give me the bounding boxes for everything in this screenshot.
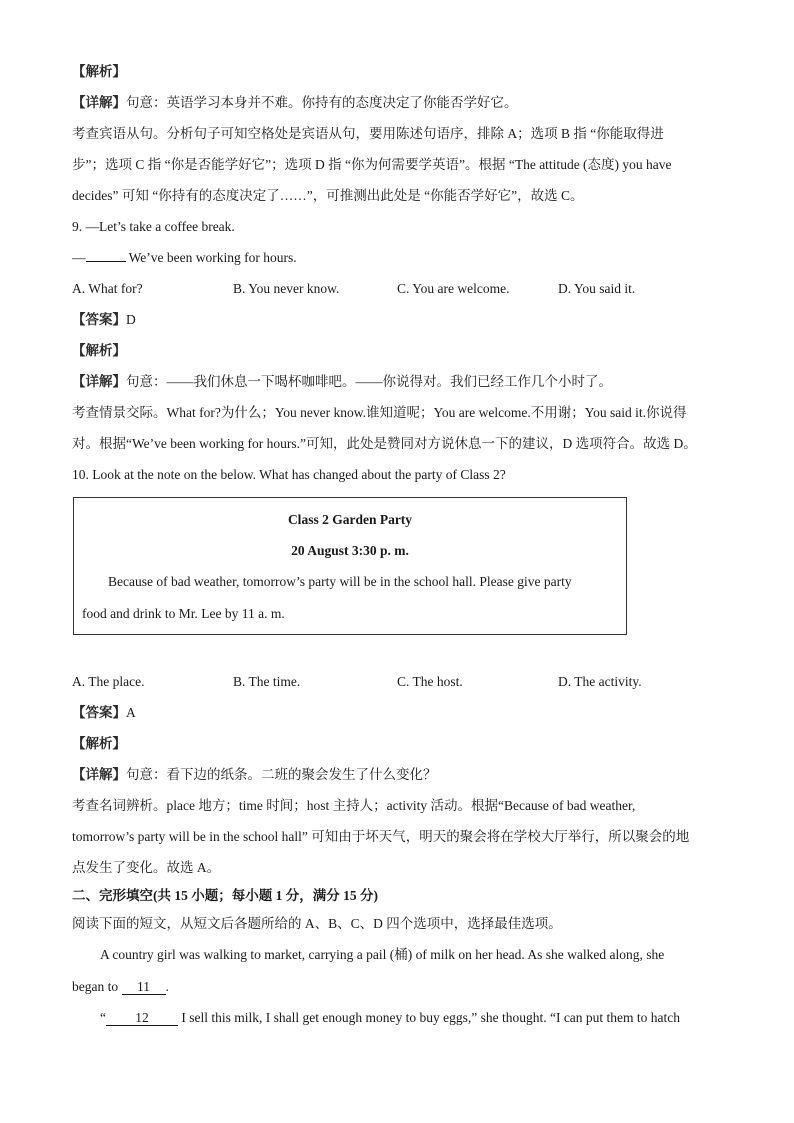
notice-date: 20 August 3:30 p. m. bbox=[291, 543, 409, 558]
analysis-text: 考查情景交际。What for?为什么；You never know.谁知道呢；You are welcome.不用谢；You said it.你说得 bbox=[72, 405, 687, 420]
option-d: D. You said it. bbox=[558, 281, 636, 296]
question-9-response: — We’ve been working for hours. bbox=[72, 250, 297, 265]
analysis-header: 【解析】 bbox=[72, 64, 126, 79]
answer-line: 【答案】D bbox=[72, 312, 136, 327]
analysis-text: 考查名词辨析。place 地方；time 时间；host 主持人；activity 活动。根据“Because of bad weather, bbox=[72, 798, 636, 813]
analysis-text: 步”；选项 C 指 “你是否能学好它”；选项 D 指 “你为何需要学英语”。根据 “The attitude (态度) you have bbox=[72, 157, 672, 172]
option-d: D. The activity. bbox=[558, 674, 642, 689]
analysis-header: 【解析】 bbox=[72, 343, 126, 358]
notice-title: Class 2 Garden Party bbox=[287, 512, 413, 527]
blank-12: 12 bbox=[106, 1010, 178, 1026]
answer-blank bbox=[86, 261, 126, 262]
option-c: C. The host. bbox=[397, 674, 463, 689]
detail-line: 【详解】句意：——我们休息一下喝杯咖啡吧。——你说得对。我们已经工作几个小时了。 bbox=[72, 374, 612, 389]
option-a: A. The place. bbox=[72, 674, 145, 689]
question-9-prompt: 9. —Let’s take a coffee break. bbox=[72, 219, 235, 234]
option-b: B. The time. bbox=[233, 674, 301, 689]
passage-text: A country girl was walking to market, carrying a pail (桶) of milk on her head. As she walked along, she bbox=[100, 947, 665, 962]
passage-text: “ 12 I sell this milk, I shall get enough money to buy eggs,” she thought. “I can put them to hatch bbox=[100, 1010, 681, 1025]
question-10-prompt: 10. Look at the note on the below. What has changed about the party of Class 2? bbox=[72, 467, 506, 482]
section-heading: 二、完形填空(共 15 小题；每小题 1 分，满分 15 分) bbox=[72, 888, 378, 903]
analysis-header: 【解析】 bbox=[72, 736, 126, 751]
analysis-text: 对。根据“We’ve been working for hours.”可知，此处是赞同对方说休息一下的建议，D 选项符合。故选 D。 bbox=[72, 436, 697, 451]
blank-11: 11 bbox=[122, 979, 166, 995]
option-c: C. You are welcome. bbox=[397, 281, 510, 296]
analysis-text: decides” 可知 “你持有的态度决定了……”，可推测出此处是 “你能否学好它”，故选 C。 bbox=[72, 188, 584, 203]
section-instruction: 阅读下面的短文，从短文后各题所给的 A、B、C、D 四个选项中，选择最佳选项。 bbox=[72, 916, 562, 931]
analysis-text: tomorrow’s party will be in the school hall” 可知由于坏天气，明天的聚会将在学校大厅举行，所以聚会的地 bbox=[72, 829, 690, 844]
detail-line: 【详解】句意：英语学习本身并不难。你持有的态度决定了你能否学好它。 bbox=[72, 95, 518, 110]
analysis-text: 点发生了变化。故选 A。 bbox=[72, 860, 221, 875]
notice-body: Because of bad weather, tomorrow’s party will be in the school hall. Please give party bbox=[108, 574, 572, 589]
detail-line: 【详解】句意：看下边的纸条。二班的聚会发生了什么变化？ bbox=[72, 767, 437, 782]
notice-body: food and drink to Mr. Lee by 11 a. m. bbox=[82, 606, 285, 621]
option-a: A. What for? bbox=[72, 281, 143, 296]
answer-line: 【答案】A bbox=[72, 705, 136, 720]
passage-text: began to 11 . bbox=[72, 979, 169, 994]
option-b: B. You never know. bbox=[233, 281, 340, 296]
notice-box bbox=[73, 497, 627, 635]
analysis-text: 考查宾语从句。分析句子可知空格处是宾语从句，要用陈述句语序，排除 A；选项 B 指 “你能取得进 bbox=[72, 126, 664, 141]
